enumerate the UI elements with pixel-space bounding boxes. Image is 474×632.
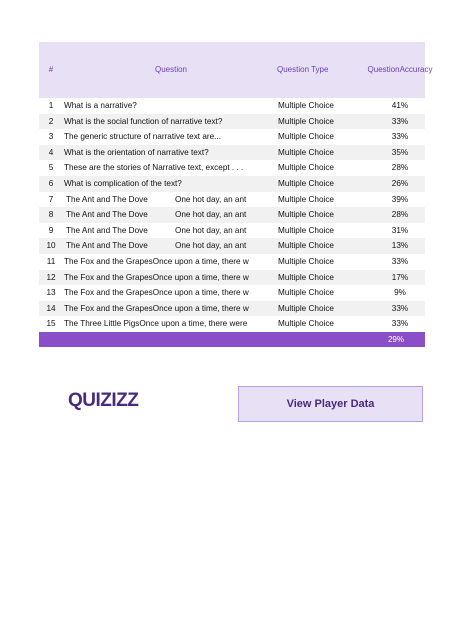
header-question-accuracy — [367, 42, 433, 98]
row-accuracy: 28% — [391, 163, 409, 173]
table-row — [39, 192, 425, 208]
table-row — [39, 270, 425, 286]
row-question-type: Multiple Choice — [278, 178, 334, 188]
row-question-body: One hot day, an ant — [175, 194, 247, 204]
row-accuracy: 33% — [391, 132, 409, 142]
row-question-body: One hot day, an ant — [175, 241, 247, 251]
table-body — [39, 98, 425, 332]
table-row — [39, 238, 425, 254]
row-question-type: Multiple Choice — [278, 241, 334, 251]
table-row — [39, 176, 425, 192]
total-accuracy: 29% — [387, 334, 404, 344]
table-row — [39, 223, 425, 239]
row-question-title: What is the orientation of narrative text? — [64, 147, 209, 157]
row-number: 14 — [46, 303, 56, 313]
row-question-type: Multiple Choice — [278, 194, 334, 204]
total-row — [39, 332, 425, 347]
row-question — [64, 145, 278, 161]
row-question — [64, 285, 278, 301]
row-accuracy: 41% — [391, 101, 409, 110]
row-number: 4 — [48, 147, 54, 157]
row-number: 6 — [48, 178, 54, 188]
row-accuracy: 33% — [391, 256, 409, 266]
row-question-type: Multiple Choice — [278, 319, 334, 329]
row-question — [64, 114, 278, 130]
row-question-title: What is complication of the text? — [64, 178, 182, 188]
row-question-title: The Three Little PigsOnce upon a time, there were — [64, 319, 248, 329]
row-number: 2 — [48, 116, 54, 126]
table-header — [39, 42, 433, 98]
row-number: 9 — [48, 225, 54, 235]
row-question-title: The generic structure of narrative text are... — [64, 132, 221, 142]
row-number: 7 — [48, 194, 54, 204]
row-question-type: Multiple Choice — [278, 163, 334, 173]
table-row — [39, 301, 425, 317]
header-question-type: Question Type — [277, 65, 329, 74]
row-accuracy: 39% — [391, 194, 409, 204]
row-question-type: Multiple Choice — [278, 210, 334, 220]
table-row — [39, 98, 425, 114]
row-accuracy: 31% — [391, 225, 409, 235]
row-question-title: The Ant and The Dove — [66, 225, 148, 235]
row-accuracy: 26% — [391, 178, 409, 188]
row-question-title: The Fox and the GrapesOnce upon a time, there w — [64, 272, 249, 282]
row-question-type: Multiple Choice — [278, 272, 334, 282]
row-question-type: Multiple Choice — [278, 303, 334, 313]
row-question — [64, 238, 278, 254]
row-question-type: Multiple Choice — [278, 256, 334, 266]
row-question-title: The Ant and The Dove — [66, 194, 148, 204]
row-question-title: The Fox and the GrapesOnce upon a time, there w — [64, 303, 249, 313]
row-question — [64, 254, 278, 270]
row-question — [64, 223, 278, 239]
row-question-type: Multiple Choice — [278, 225, 334, 235]
report-table — [39, 42, 433, 347]
row-question-type: Multiple Choice — [278, 101, 334, 110]
row-question — [64, 176, 278, 192]
row-question — [64, 270, 278, 286]
row-accuracy: 33% — [391, 303, 409, 313]
row-question — [64, 129, 278, 145]
row-question-type: Multiple Choice — [278, 116, 334, 126]
table-row — [39, 114, 425, 130]
row-number: 15 — [46, 319, 56, 329]
row-accuracy: 17% — [391, 272, 409, 282]
row-question — [64, 160, 278, 176]
row-number: 5 — [48, 163, 54, 173]
row-number: 13 — [46, 288, 56, 298]
table-row — [39, 285, 425, 301]
row-question — [64, 301, 278, 317]
row-question-title: What is the social function of narrative text? — [64, 116, 223, 126]
row-number: 8 — [48, 210, 54, 220]
row-question-type: Multiple Choice — [278, 147, 334, 157]
row-number: 1 — [48, 101, 54, 110]
row-question-type: Multiple Choice — [278, 288, 334, 298]
row-question-title: These are the stories of Narrative text, except . . . — [64, 163, 244, 173]
table-row — [39, 254, 425, 270]
header-question: Question — [154, 65, 188, 74]
table-row — [39, 207, 425, 223]
row-question-title: The Fox and the GrapesOnce upon a time, there w — [64, 288, 249, 298]
row-question-title: The Ant and The Dove — [66, 241, 148, 251]
view-player-data-button[interactable]: View Player Data — [238, 386, 423, 422]
table-row — [39, 129, 425, 145]
row-number: 10 — [46, 241, 56, 251]
row-question-body: One hot day, an ant — [175, 210, 247, 220]
row-accuracy: 33% — [391, 319, 409, 329]
row-question — [64, 316, 278, 332]
row-number: 12 — [46, 272, 56, 282]
row-question-title: What is a narrative? — [64, 101, 137, 110]
table-row — [39, 145, 425, 161]
row-accuracy: 13% — [391, 241, 409, 251]
row-accuracy: 9% — [394, 288, 406, 298]
row-accuracy: 28% — [391, 210, 409, 220]
row-number: 3 — [48, 132, 54, 142]
row-question — [64, 207, 278, 223]
header-accuracy-line2: Accuracy — [399, 65, 433, 74]
header-number: # — [48, 65, 54, 74]
row-question-title: The Ant and The Dove — [66, 210, 148, 220]
row-accuracy: 35% — [391, 147, 409, 157]
table-row — [39, 316, 425, 332]
row-question-type: Multiple Choice — [278, 132, 334, 142]
row-question — [64, 192, 278, 208]
row-question-title: The Fox and the GrapesOnce upon a time, there w — [64, 256, 249, 266]
row-question-body: One hot day, an ant — [175, 225, 247, 235]
header-accuracy-line1: Question — [367, 65, 400, 74]
row-number: 11 — [46, 256, 56, 266]
quizizz-logo: QUIZIZZ — [68, 390, 139, 411]
row-accuracy: 33% — [391, 116, 409, 126]
row-question — [64, 98, 278, 114]
table-row — [39, 160, 425, 176]
